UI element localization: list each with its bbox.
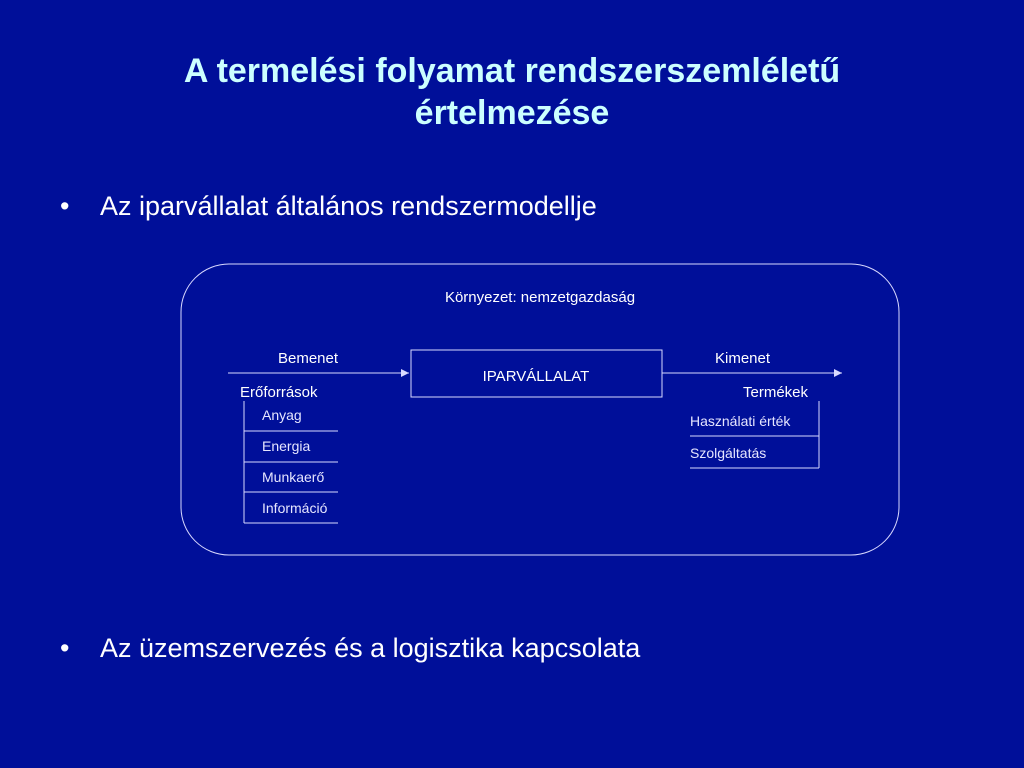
product-item-szolgaltatas: Szolgáltatás	[690, 445, 767, 461]
resource-item-munkaero: Munkaerő	[262, 469, 325, 485]
resource-item-informacio: Információ	[262, 500, 328, 516]
resource-item-energia: Energia	[262, 438, 311, 454]
bullet-dot-icon: •	[60, 633, 70, 663]
slide-title-line-1: A termelési folyamat rendszerszemléletű	[183, 52, 841, 90]
product-item-hasznalati-ertek: Használati érték	[690, 413, 791, 429]
bullet-text-1: Az iparvállalat általános rendszermodellje	[100, 191, 597, 221]
resource-item-anyag: Anyag	[262, 407, 302, 423]
output-label: Kimenet	[715, 350, 771, 367]
products-heading: Termékek	[743, 384, 809, 401]
resources-heading: Erőforrások	[240, 384, 318, 401]
bullet-item-2	[60, 632, 640, 664]
company-box-label: IPARVÁLLALAT	[482, 368, 590, 385]
environment-label: Környezet: nemzetgazdaság	[444, 289, 636, 306]
bullet-text-2: Az üzemszervezés és a logisztika kapcsolata	[100, 633, 641, 663]
slide-title-line-2: értelmezése	[414, 94, 610, 132]
input-label: Bemenet	[278, 350, 339, 367]
bullet-dot-icon: •	[60, 191, 70, 221]
